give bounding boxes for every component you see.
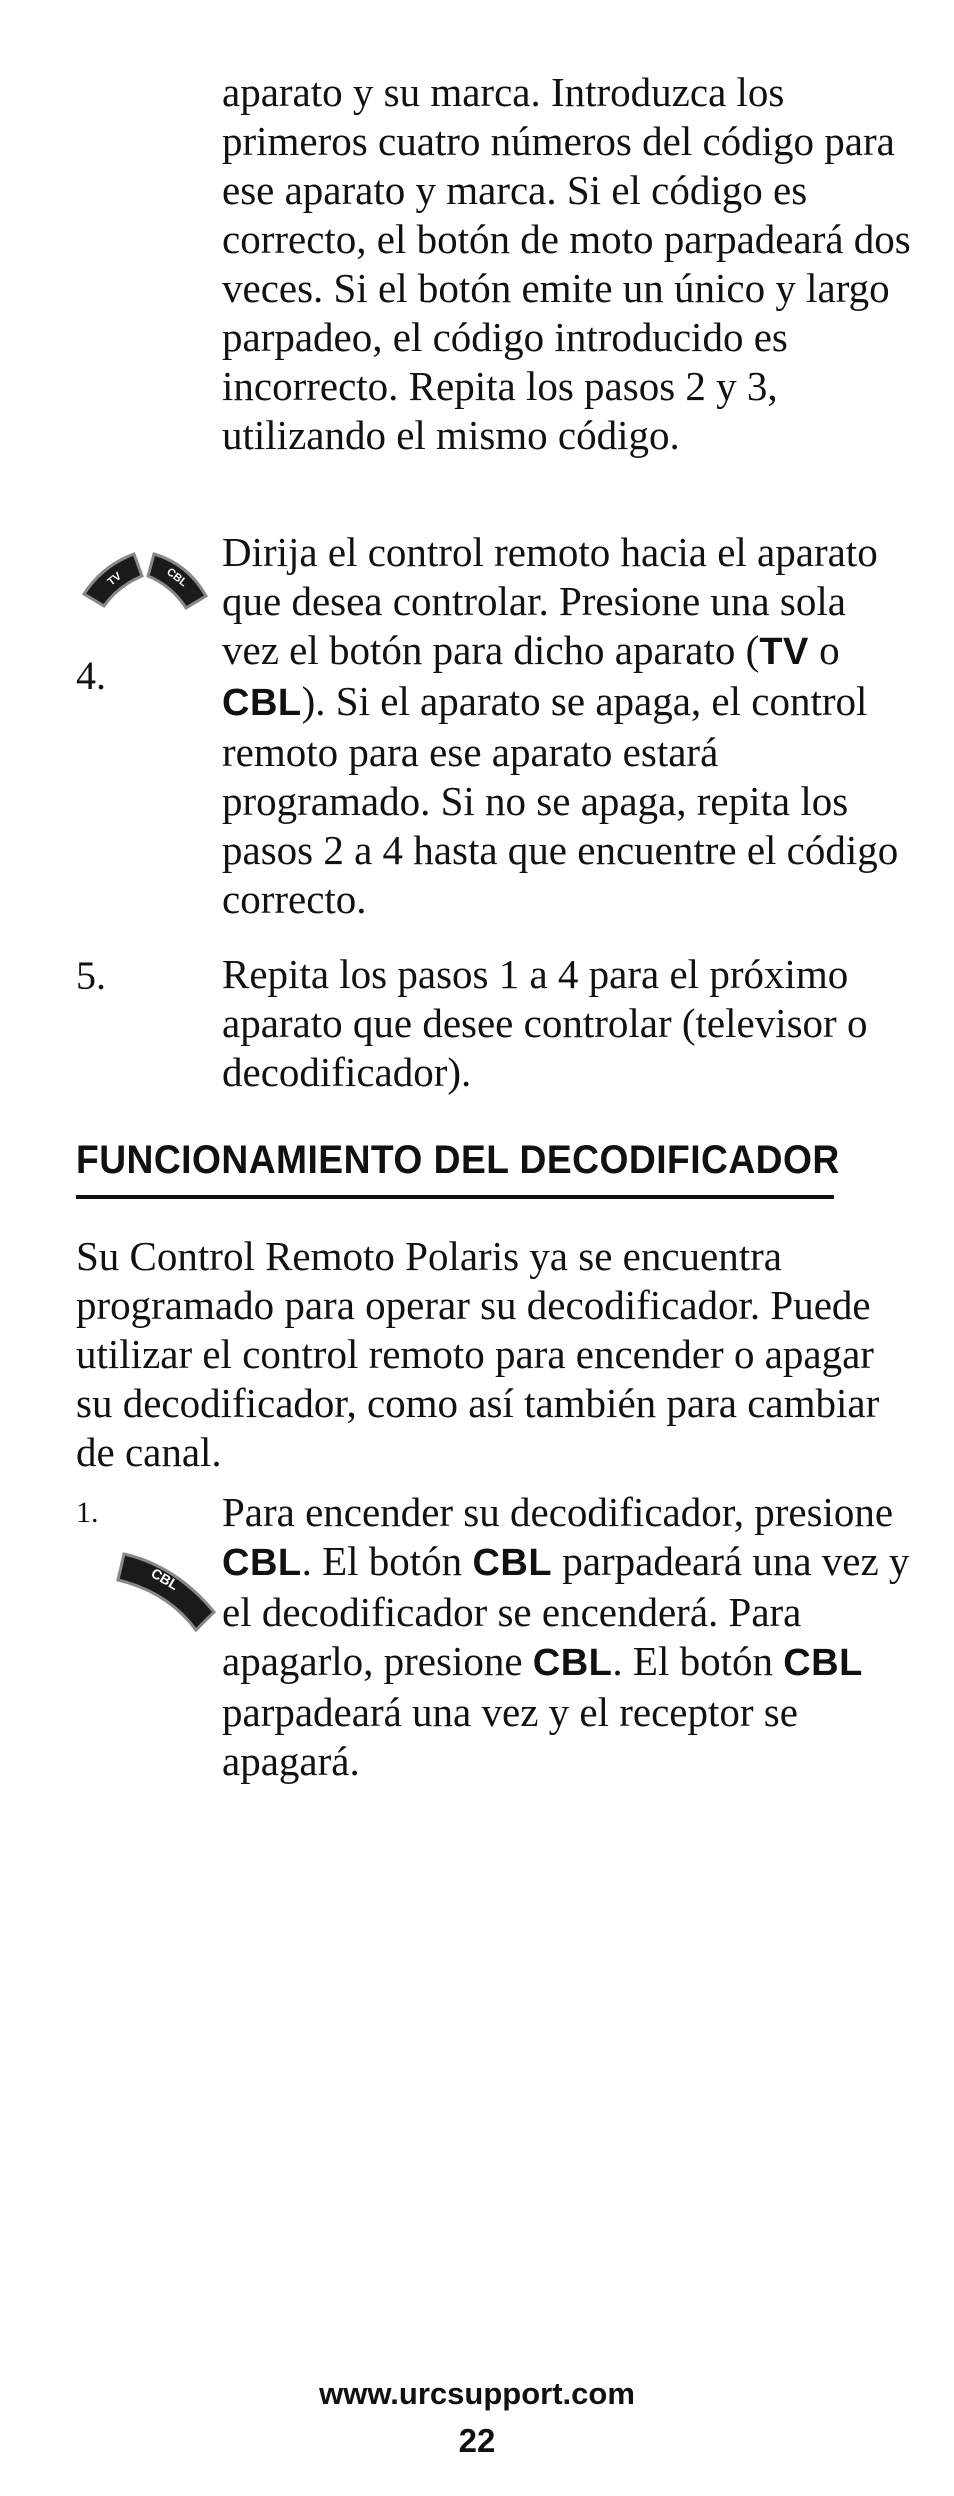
tv-cbl-buttons-icon [78,540,212,620]
step-3-continuation: aparato y su marca. Introduzca los primeros cuatro números del código para ese aparato y marca. Si el código es correcto, el botón de moto parpadeará dos veces. Si el botón emite un único y largo parpadeo, el código introducido es incorrecto. Repita los pasos 2 y 3, utilizando el mismo código. [222,69,911,458]
cbl-icon-label: CBL [148,1564,182,1593]
cbl-key: CBL [222,682,302,724]
step-5-number: 5. [76,953,106,998]
cbl-button-label: CBL [164,565,190,590]
op-1-number: 1. [76,1496,99,1529]
section-heading: FUNCIONAMIENTO DEL DECODIFICADOR [76,1138,834,1199]
tv-button-label: TV [105,570,124,589]
op-1-text: Para encender su decodificador, presione CBL. El botón CBL parpadeará una vez y el decodificador se encenderá. Para apagarlo, presione CBL. El botón CBL parpadeará una vez y el receptor se apagará. [222,1489,910,1784]
step-4-number: 4. [76,653,106,698]
cbl-button-icon [110,1540,224,1640]
footer-url: www.urcsupport.com [319,2376,635,2411]
step-5-text: Repita los pasos 1 a 4 para el próximo aparato que desee controlar (televisor o decodificador). [222,951,868,1095]
step-4-text: Dirija el control remoto hacia el aparato que desea controlar. Presione una sola vez el botón para dicho aparato (TV o CBL). Si el aparato se apaga, el control remoto para ese aparato estará programado. Si no se apaga, repita los pasos 2 a 4 hasta que encuentre el código correcto. [222,529,899,922]
section-intro: Su Control Remoto Polaris ya se encuentra programado para operar su decodificador. Puede utilizar el control remoto para encender o apagar su decodificador, como así también para cambiar de canal. [76,1233,880,1475]
tv-key: TV [759,631,809,673]
page-number: 22 [458,2422,496,2459]
